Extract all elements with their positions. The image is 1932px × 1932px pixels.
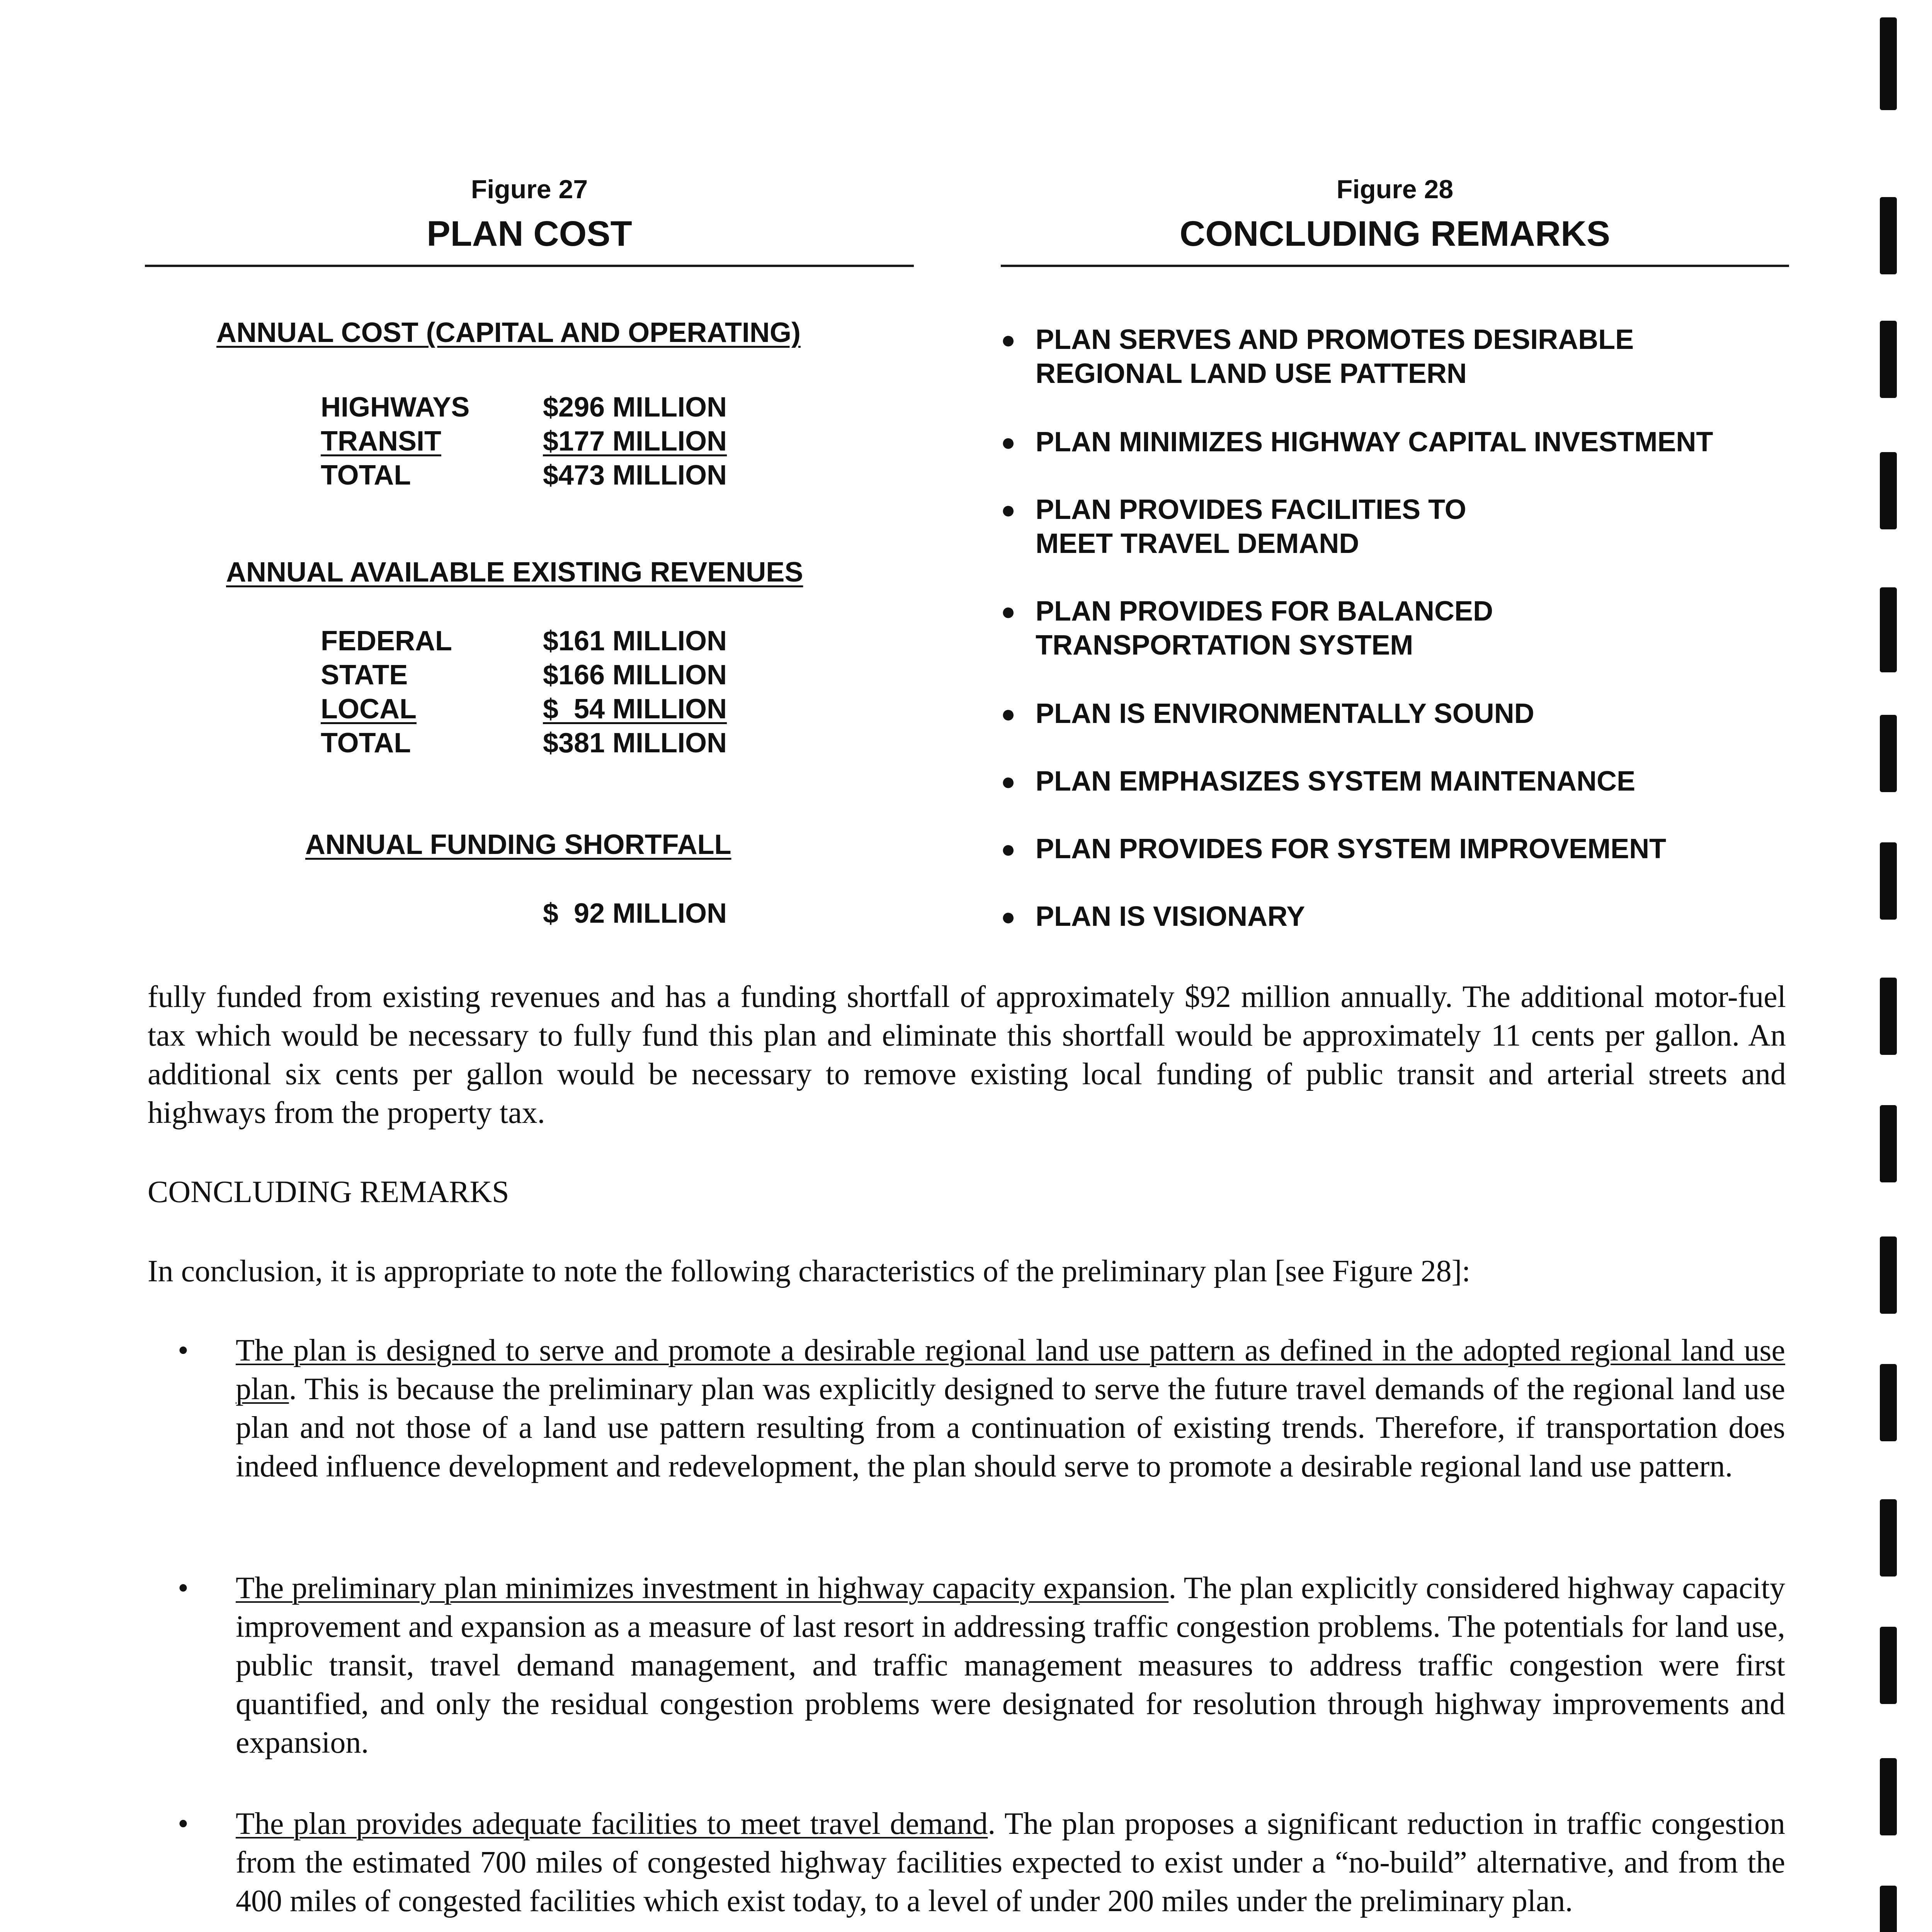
- edge-mark: [1880, 587, 1897, 672]
- bullet-icon: •: [178, 1333, 189, 1367]
- revenue-value: $381 MILLION: [543, 728, 727, 759]
- cost-value: $177 MILLION: [543, 426, 727, 457]
- bullet-icon: ●: [1001, 428, 1016, 456]
- edge-mark: [1880, 1364, 1897, 1441]
- list-item-body: . This is because the preliminary plan was explicitly designed to serve the future travel demands of the regional land use plan and not those of a land use pattern resulting from a continuation of existing trends. Therefore, if transportation does indeed influence development and redevelopment, the plan should serve to promote a desirable regional land use pattern.: [236, 1372, 1785, 1483]
- revenue-label: TOTAL: [321, 728, 411, 759]
- list-item-text: [236, 1569, 1785, 1762]
- edge-mark: [1880, 452, 1897, 529]
- intro-paragraph: [148, 978, 1786, 1132]
- paragraph-text: In conclusion, it is appropriate to note the following characteristics of the preliminary plan [see Figure 28]:: [148, 1254, 1471, 1288]
- figure-28: [1001, 170, 1789, 267]
- figure-27: [145, 170, 914, 267]
- list-item-body: . The plan proposes a significant reduction in traffic congestion from the estimated 700 miles of congested highway facilities expected to exist under a “no-build” alternative, and from the 400 miles of congested facilities which exist today, to a level of under 200 miles under the preliminary plan.: [236, 1807, 1785, 1918]
- revenue-value: $166 MILLION: [543, 660, 727, 690]
- paragraph-text: fully funded from existing revenues and has a funding shortfall of approximately $92 million annually. The additional motor-fuel tax which would be necessary to fully fund this plan and eliminate this shortfall would be approximately 11 cents per gallon. An additional six cents per gallon would be necessary to remove existing local funding of public transit and arterial streets and highways from the property tax.: [148, 980, 1786, 1130]
- revenue-label: STATE: [321, 660, 408, 690]
- edge-mark: [1880, 842, 1897, 920]
- edge-mark: [1880, 1886, 1897, 1932]
- list-item-lead: The plan is designed to serve and promote a desirable regional land use pattern as defined in the adopted regional land use plan: [236, 1333, 1785, 1406]
- list-item-text: [236, 1331, 1785, 1486]
- revenue-label: FEDERAL: [321, 626, 452, 656]
- bullet-icon: ●: [1001, 700, 1016, 728]
- remark-line: PLAN EMPHASIZES SYSTEM MAINTENANCE: [1036, 766, 1636, 797]
- bullet-icon: ●: [1001, 903, 1016, 930]
- remark-line: PLAN PROVIDES FOR SYSTEM IMPROVEMENT: [1036, 833, 1667, 864]
- bullet-icon: •: [178, 1571, 189, 1605]
- edge-mark: [1880, 321, 1897, 398]
- cost-value: $296 MILLION: [543, 392, 727, 423]
- list-item-lead: The plan provides adequate facilities to meet travel demand: [236, 1807, 988, 1841]
- figure-28-number: Figure 28: [1336, 175, 1454, 204]
- edge-mark: [1880, 1105, 1897, 1182]
- edge-mark: [1880, 978, 1897, 1055]
- remark-line: REGIONAL LAND USE PATTERN: [1036, 358, 1467, 389]
- revenue-value: $ 54 MILLION: [543, 694, 727, 724]
- bullet-icon: ●: [1001, 767, 1016, 795]
- remark-line: PLAN SERVES AND PROMOTES DESIRABLE: [1036, 324, 1634, 355]
- cost-label: TOTAL: [321, 460, 411, 491]
- edge-mark: [1880, 1236, 1897, 1314]
- list-item-lead: The preliminary plan minimizes investment in highway capacity expansion: [236, 1571, 1169, 1605]
- bullet-icon: •: [178, 1807, 189, 1841]
- figure-27-title: PLAN COST: [145, 209, 914, 267]
- bullet-icon: ●: [1001, 326, 1016, 354]
- revenue-value: $161 MILLION: [543, 626, 727, 656]
- list-item-text: [236, 1804, 1785, 1920]
- remark-line: MEET TRAVEL DEMAND: [1036, 528, 1359, 559]
- edge-mark: [1880, 1627, 1897, 1704]
- cost-value: $473 MILLION: [543, 460, 727, 491]
- remark-line: PLAN IS ENVIRONMENTALLY SOUND: [1036, 698, 1534, 729]
- cost-label: HIGHWAYS: [321, 392, 470, 423]
- figure-27-number: Figure 27: [471, 175, 588, 204]
- revenues-heading: ANNUAL AVAILABLE EXISTING REVENUES: [226, 557, 803, 588]
- edge-mark: [1880, 1758, 1897, 1835]
- revenue-label: LOCAL: [321, 694, 417, 724]
- remark-line: PLAN MINIMIZES HIGHWAY CAPITAL INVESTMENT: [1036, 427, 1713, 457]
- figure-28-title: CONCLUDING REMARKS: [1001, 209, 1789, 267]
- edge-mark: [1880, 17, 1897, 110]
- bullet-icon: ●: [1001, 835, 1016, 863]
- annual-cost-heading: ANNUAL COST (CAPITAL AND OPERATING): [216, 317, 801, 348]
- remark-line: PLAN PROVIDES FOR BALANCED: [1036, 596, 1493, 627]
- edge-mark: [1880, 715, 1897, 792]
- cost-label: TRANSIT: [321, 426, 441, 457]
- remark-line: PLAN PROVIDES FACILITIES TO: [1036, 494, 1466, 525]
- list-item-body: . The plan explicitly considered highway capacity improvement and expansion as a measure of last resort in addressing traffic congestion problems. The potentials for land use, public transit, travel demand management, and traffic management measures to address traffic congestion were first quantified, and only the residual congestion problems were designated for resolution through highway improvements and expansion.: [236, 1571, 1785, 1760]
- remark-line: TRANSPORTATION SYSTEM: [1036, 630, 1413, 661]
- remark-line: PLAN IS VISIONARY: [1036, 901, 1305, 932]
- bullet-icon: ●: [1001, 496, 1016, 524]
- bullet-icon: ●: [1001, 597, 1016, 625]
- shortfall-value: $ 92 MILLION: [543, 898, 727, 929]
- lead-in-paragraph: [148, 1252, 1786, 1291]
- edge-mark: [1880, 1499, 1897, 1577]
- edge-mark: [1880, 197, 1897, 274]
- shortfall-heading: ANNUAL FUNDING SHORTFALL: [305, 829, 731, 860]
- section-heading: CONCLUDING REMARKS: [148, 1175, 509, 1209]
